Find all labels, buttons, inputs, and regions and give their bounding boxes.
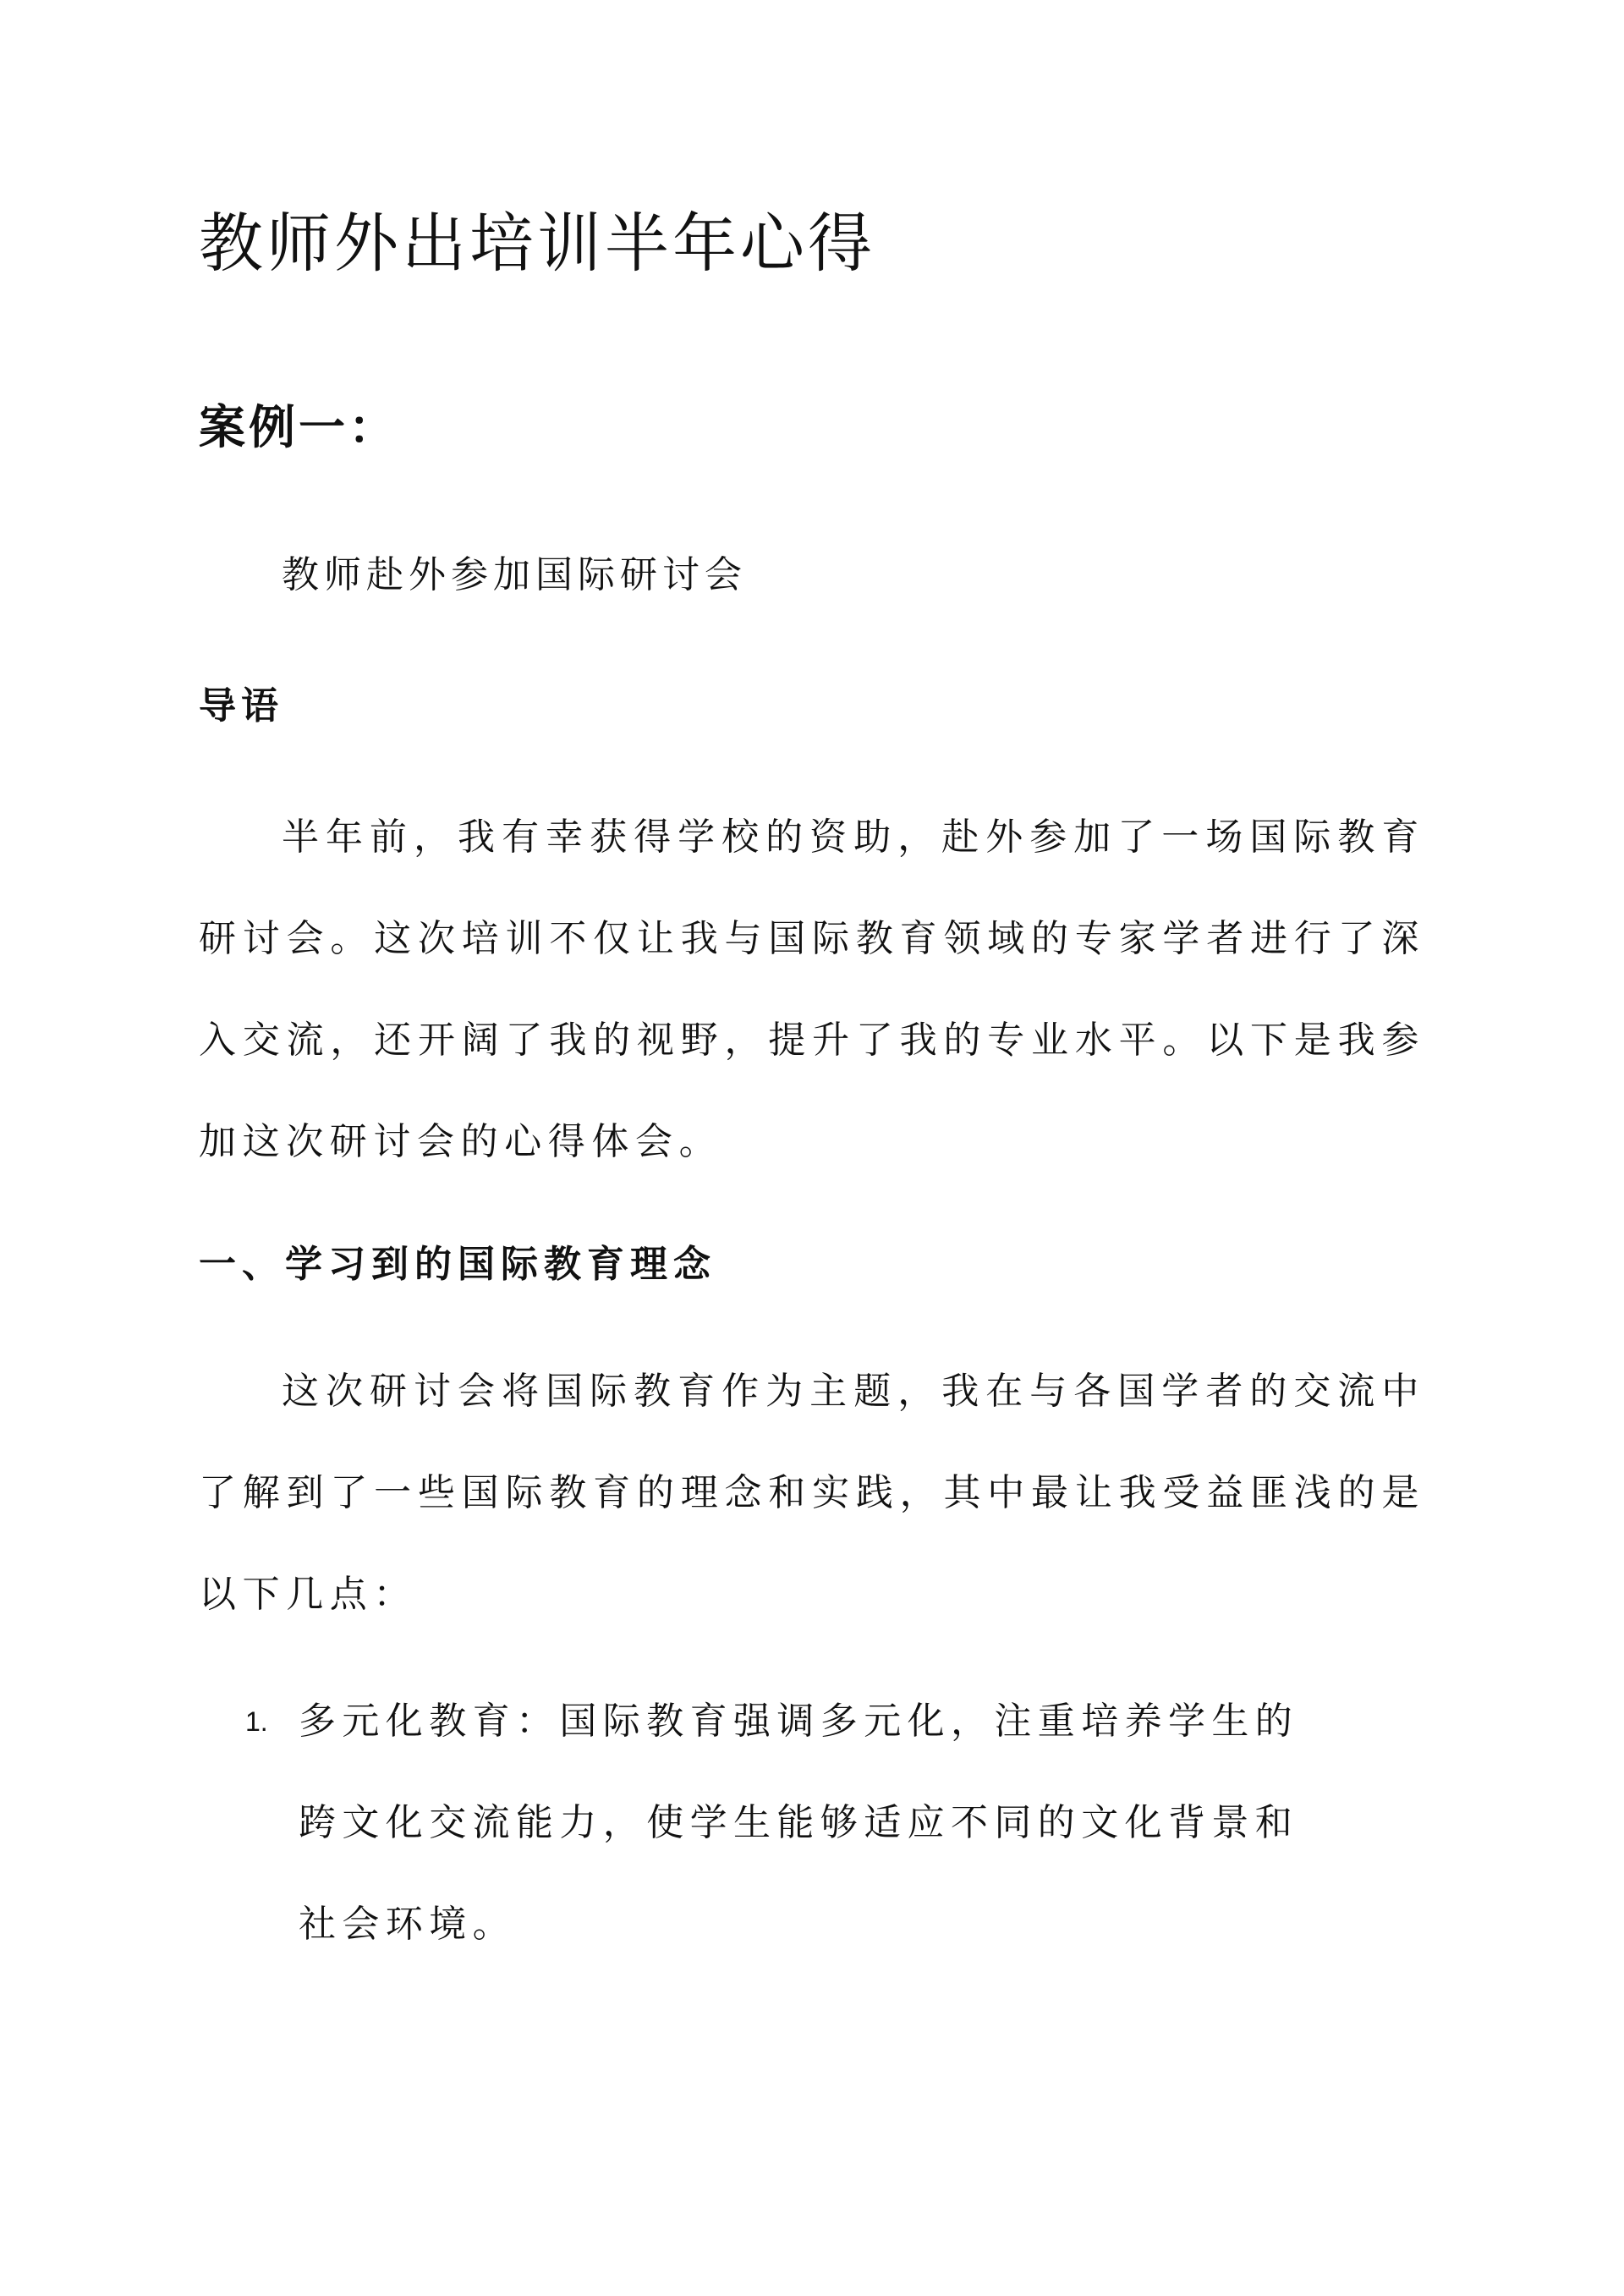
document-title: 教师外出培训半年心得	[199, 206, 875, 281]
case-subtitle: 教师赴外参加国际研讨会	[282, 553, 747, 596]
ordered-list	[199, 1671, 1425, 1975]
list-marker: 1.	[245, 1706, 268, 1737]
list-item-text: 多元化教育：国际教育强调多元化，注重培养学生的跨文化交流能力，使学生能够适应不同的文化背景和社会环境。	[299, 1700, 1299, 1946]
section-paragraph-1: 这次研讨会将国际教育作为主题，我在与各国学者的交流中了解到了一些国际教育的理念和实践，其中最让我受益匪浅的是以下几点：	[199, 1370, 1425, 1616]
section-heading-1: 一、学习到的国际教育理念	[199, 1243, 716, 1286]
intro-paragraph: 半年前，我有幸获得学校的资助，赴外参加了一场国际教育研讨会。这次培训不仅让我与国际教育领域的专家学者进行了深入交流，还开阔了我的视野，提升了我的专业水平。以下是我参加这次研讨会的心得体会。	[199, 816, 1425, 1163]
case-heading: 案例一：	[199, 399, 399, 454]
intro-heading: 导语	[199, 684, 283, 728]
list-item	[199, 1671, 1314, 1975]
